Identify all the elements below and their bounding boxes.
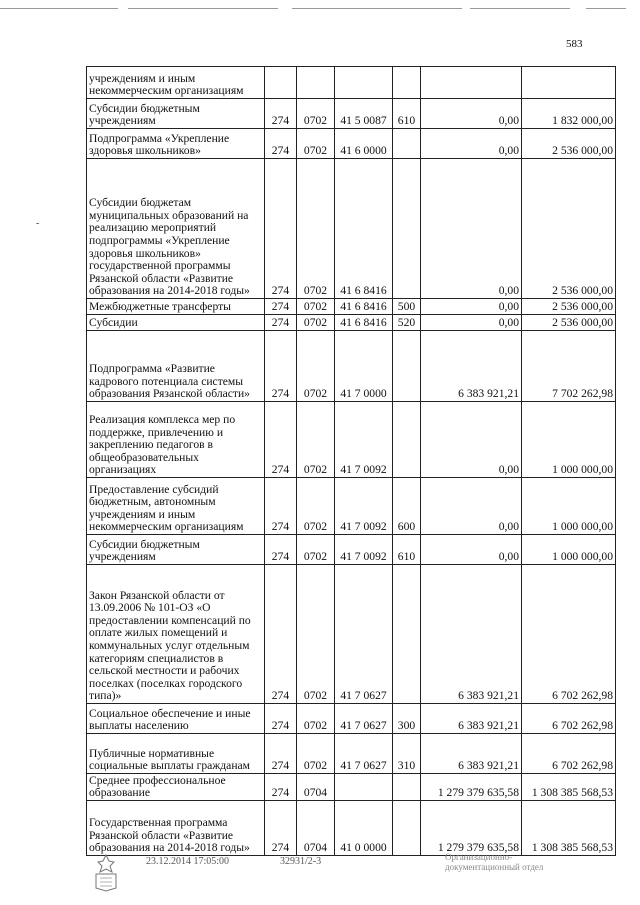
cell-vr: [393, 159, 421, 299]
cell-sum2: 1 832 000,00: [522, 99, 616, 129]
cell-sum2: 6 702 262,98: [522, 704, 616, 734]
table-row: [87, 704, 616, 734]
margin-mark: -: [36, 218, 40, 229]
cell-article: 41 7 0627: [335, 704, 393, 734]
cell-admin: 274: [265, 129, 297, 159]
cell-admin: 274: [265, 159, 297, 299]
page-number: 583: [566, 38, 583, 50]
cell-sum1: 0,00: [421, 535, 522, 565]
cell-vr: [393, 801, 421, 856]
cell-sum2: 2 536 000,00: [522, 315, 616, 331]
cell-section: 0702: [297, 704, 335, 734]
cell-name: Реализация комплекса мер по поддержке, привлечению и закреплению педагогов в общеобразовательных организациях: [87, 402, 265, 478]
cell-name: Государственная программа Рязанской области «Развитие образования на 2014-2018 годы»: [87, 801, 265, 856]
cell-sum2: 1 308 385 568,53: [522, 774, 616, 801]
footer-stamp: [445, 852, 543, 872]
cell-sum1: 6 383 921,21: [421, 734, 522, 774]
cell-vr: [393, 402, 421, 478]
cell-admin: 274: [265, 315, 297, 331]
cell-name: Межбюджетные трансферты: [87, 299, 265, 315]
cell-section: 0702: [297, 129, 335, 159]
cell-sum1: 6 383 921,21: [421, 565, 522, 704]
cell-sum2: 2 536 000,00: [522, 129, 616, 159]
cell-admin: 274: [265, 565, 297, 704]
cell-name: Публичные нормативные социальные выплаты гражданам: [87, 734, 265, 774]
cell-sum2: 7 702 262,98: [522, 331, 616, 402]
cell-article: 41 6 8416: [335, 299, 393, 315]
table-row: [87, 299, 616, 315]
table-row: [87, 315, 616, 331]
table-row: [87, 331, 616, 402]
cell-name: Подпрограмма «Развитие кадрового потенциала системы образования Рязанской области»: [87, 331, 265, 402]
table-row: [87, 774, 616, 801]
cell-vr: 600: [393, 478, 421, 535]
budget-table: [86, 66, 616, 856]
footer-datetime: 23.12.2014 17:05:00: [146, 856, 230, 867]
cell-name: Субсидии бюджетным учреждениям: [87, 535, 265, 565]
cell-admin: 274: [265, 478, 297, 535]
cell-article: [335, 774, 393, 801]
cell-article: 41 0 0000: [335, 801, 393, 856]
cell-article: 41 7 0627: [335, 565, 393, 704]
cell-admin: 274: [265, 299, 297, 315]
cell-sum2: 1 000 000,00: [522, 478, 616, 535]
cell-vr: 610: [393, 535, 421, 565]
cell-admin: 274: [265, 99, 297, 129]
cell-name: Субсидии бюджетным учреждениям: [87, 99, 265, 129]
cell-admin: 274: [265, 734, 297, 774]
table-row: [87, 801, 616, 856]
cell-name: Субсидии: [87, 315, 265, 331]
cell-name: Предоставление субсидий бюджетным, автономным учреждениям и иным некоммерческим организациям: [87, 478, 265, 535]
cell-sum2: 6 702 262,98: [522, 734, 616, 774]
cell-sum1: 0,00: [421, 402, 522, 478]
table-row: [87, 99, 616, 129]
cell-section: 0704: [297, 801, 335, 856]
cell-name: Среднее профессиональное образование: [87, 774, 265, 801]
table-row: [87, 734, 616, 774]
cell-vr: [393, 331, 421, 402]
cell-sum2: 2 536 000,00: [522, 159, 616, 299]
cell-vr: [393, 565, 421, 704]
cell-vr: [393, 129, 421, 159]
cell-article: 41 7 0627: [335, 734, 393, 774]
cell-admin: [265, 67, 297, 99]
cell-sum2: 1 308 385 568,53: [522, 801, 616, 856]
cell-section: 0702: [297, 535, 335, 565]
footer-stamp-line1: Организационно-: [445, 852, 513, 862]
cell-sum1: 0,00: [421, 299, 522, 315]
cell-article: [335, 67, 393, 99]
table-row: [87, 129, 616, 159]
table-row: [87, 565, 616, 704]
cell-article: 41 7 0092: [335, 402, 393, 478]
table-row: [87, 159, 616, 299]
cell-section: 0702: [297, 734, 335, 774]
cell-admin: 274: [265, 774, 297, 801]
cell-vr: 300: [393, 704, 421, 734]
cell-article: 41 7 0092: [335, 535, 393, 565]
table-row: [87, 478, 616, 535]
cell-name: Социальное обеспечение и иные выплаты населению: [87, 704, 265, 734]
cell-article: 41 5 0087: [335, 99, 393, 129]
cell-vr: 500: [393, 299, 421, 315]
cell-admin: 274: [265, 331, 297, 402]
cell-sum2: 1 000 000,00: [522, 535, 616, 565]
cell-name: Закон Рязанской области от 13.09.2006 № 101-ОЗ «О предоставлении компенсаций по оплате жилых помещений и коммунальных услуг отдельным категориям специалистов в сельской местности и рабочих поселках (поселках городского типа)»: [87, 565, 265, 704]
cell-vr: 310: [393, 734, 421, 774]
cell-sum1: 1 279 379 635,58: [421, 801, 522, 856]
table-row: [87, 402, 616, 478]
cell-article: 41 6 0000: [335, 129, 393, 159]
cell-name: Субсидии бюджетам муниципальных образований на реализацию мероприятий подпрограммы «Укрепление здоровья школьников» государственной программы Рязанской области «Развитие образования на 2014-2018 годы»: [87, 159, 265, 299]
cell-sum2: 2 536 000,00: [522, 299, 616, 315]
cell-sum2: 1 000 000,00: [522, 402, 616, 478]
coat-of-arms-logo: [92, 852, 120, 892]
cell-sum1: 0,00: [421, 478, 522, 535]
cell-section: 0702: [297, 99, 335, 129]
scan-edge-line: [0, 8, 640, 10]
cell-section: 0704: [297, 774, 335, 801]
cell-admin: 274: [265, 535, 297, 565]
cell-sum1: 0,00: [421, 159, 522, 299]
footer-doc-id: 32931/2-3: [280, 856, 322, 867]
cell-section: [297, 67, 335, 99]
cell-name: учреждениям и иным некоммерческим организациям: [87, 67, 265, 99]
cell-sum1: 0,00: [421, 99, 522, 129]
table-row: [87, 67, 616, 99]
cell-sum1: [421, 67, 522, 99]
cell-name: Подпрограмма «Укрепление здоровья школьников»: [87, 129, 265, 159]
cell-sum1: 6 383 921,21: [421, 331, 522, 402]
table-row: [87, 535, 616, 565]
cell-vr: [393, 774, 421, 801]
cell-admin: 274: [265, 801, 297, 856]
cell-sum1: 6 383 921,21: [421, 704, 522, 734]
cell-admin: 274: [265, 402, 297, 478]
cell-section: 0702: [297, 331, 335, 402]
footer-stamp-line2: документационный отдел: [445, 862, 544, 872]
cell-sum1: 0,00: [421, 129, 522, 159]
cell-sum2: 6 702 262,98: [522, 565, 616, 704]
cell-section: 0702: [297, 315, 335, 331]
cell-section: 0702: [297, 402, 335, 478]
budget-table-body: [87, 67, 616, 856]
cell-admin: 274: [265, 704, 297, 734]
cell-article: 41 6 8416: [335, 159, 393, 299]
cell-section: 0702: [297, 299, 335, 315]
cell-vr: 610: [393, 99, 421, 129]
cell-article: 41 7 0092: [335, 478, 393, 535]
cell-sum2: [522, 67, 616, 99]
cell-section: 0702: [297, 478, 335, 535]
cell-article: 41 7 0000: [335, 331, 393, 402]
cell-vr: [393, 67, 421, 99]
cell-article: 41 6 8416: [335, 315, 393, 331]
cell-vr: 520: [393, 315, 421, 331]
cell-sum1: 0,00: [421, 315, 522, 331]
cell-section: 0702: [297, 159, 335, 299]
cell-section: 0702: [297, 565, 335, 704]
cell-sum1: 1 279 379 635,58: [421, 774, 522, 801]
